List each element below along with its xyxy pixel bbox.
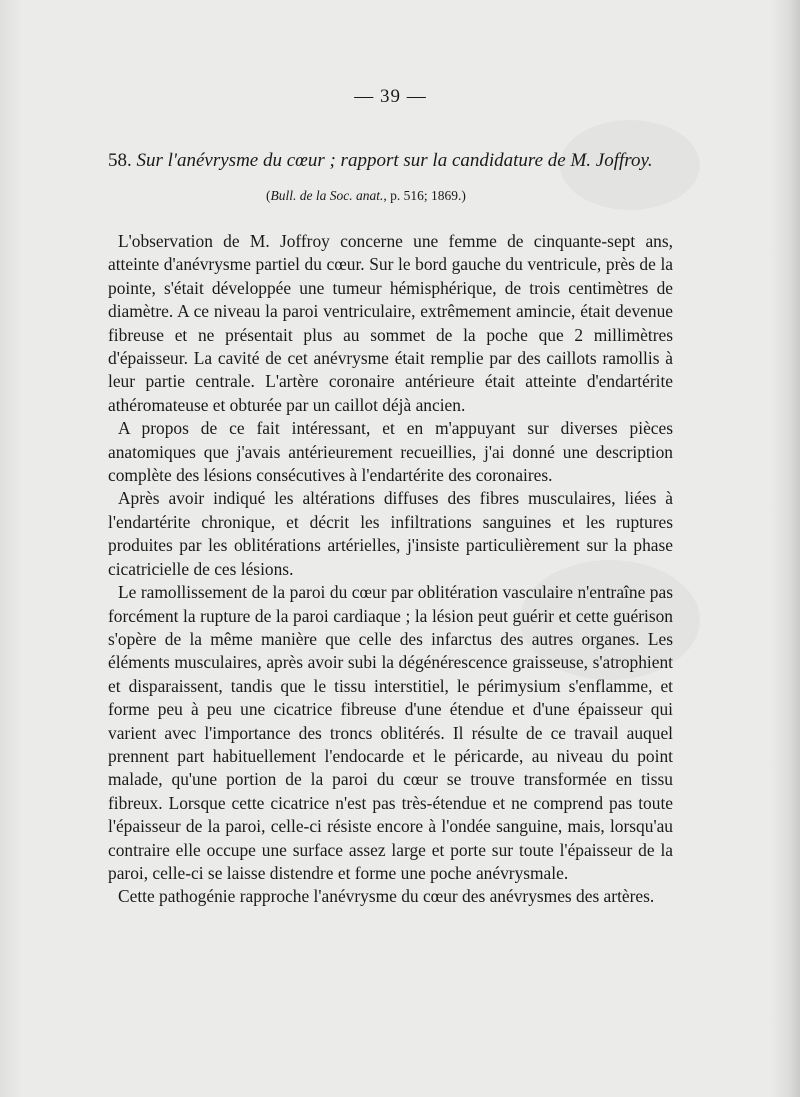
page-shadow-left: [0, 0, 22, 1097]
paragraph: Le ramollissement de la paroi du cœur par oblitération vasculaire n'entraîne pas forcément la rupture de la paroi cardiaque ; la lésion peut guérir et cette guérison s'opère de la même manière que celle des infarctus des autres organes. Les éléments musculaires, après avoir subi la dégénérescence graisseuse, s'atrophient et disparaissent, tandis que le tissu interstitiel, le périmysium s'enflamme, et forme peu à peu une cicatrice fibreuse d'une étendue et d'une épaisseur qui varient avec l'importance des troncs oblitérés. Il résulte de ce travail auquel prennent part habituellement l'endocarde et le péricarde, au niveau du point malade, qu'une portion de la paroi du cœur se trouve transformée en tissu fibreux. Lorsque cette cicatrice n'est pas très-étendue et ne comprend pas toute l'épaisseur de la paroi, celle-ci résiste encore à l'ondée sanguine, mais, lorsqu'au contraire elle occupe une surface assez large et porte sur toute l'épaisseur de la paroi, celle-ci se laisse distendre et forme une poche anévrysmale.: [108, 582, 673, 883]
paragraph: Cette pathogénie rapproche l'anévrysme du cœur des anévrysmes des artères.: [118, 886, 655, 907]
citation: [266, 188, 466, 204]
entry-title-text: Sur l'anévrysme du cœur ; rapport sur la candidature de M. Joffroy.: [136, 150, 653, 171]
entry-number: 58.: [108, 150, 132, 171]
paragraph: A propos de ce fait intéressant, et en m'appuyant sur diverses pièces anatomiques que j'avais antérieurement recueillies, j'ai donné une description complète des lésions consécutives à l'endartérite des coronaires.: [108, 418, 673, 486]
citation-details: , p. 516; 1869.): [383, 188, 466, 203]
entry-title: [108, 150, 688, 172]
body-text: [108, 230, 673, 909]
paragraph: Après avoir indiqué les altérations diffuses des fibres musculaires, liées à l'endartérite chronique, et décrit les infiltrations sanguines et les ruptures produites par les oblitérations artérielles, j'insiste particulièrement sur la phase cicatricielle de ces lésions.: [108, 488, 673, 579]
paragraph: L'observation de M. Joffroy concerne une femme de cinquante-sept ans, atteinte d'anévrysme partiel du cœur. Sur le bord gauche du ventricule, près de la pointe, s'était développée une tumeur hémisphérique, de trois centimètres de diamètre. A ce niveau la paroi ventriculaire, extrêmement amincie, était devenue fibreuse et ne présentait plus au sommet de la poche que 2 millimètres d'épaisseur. La cavité de cet anévrysme était remplie par des caillots ramollis à leur partie centrale. L'artère coronaire antérieure était atteinte d'endartérite athéromateuse et obturée par un caillot déjà ancien.: [108, 231, 673, 415]
citation-source: Bull. de la Soc. anat.: [270, 188, 384, 203]
page-number: — 39 —: [354, 86, 427, 107]
citation-open: (: [266, 188, 271, 203]
page-shadow-right: [770, 0, 800, 1097]
